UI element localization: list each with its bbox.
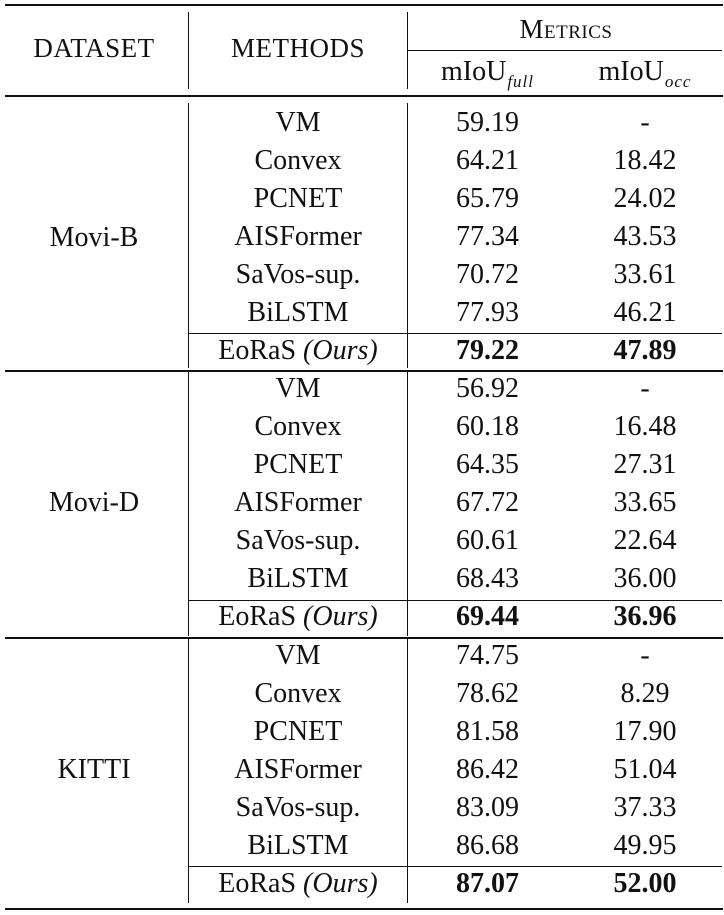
group-vline-metrics — [407, 103, 408, 368]
ours-miou-full: 79.22 — [456, 335, 519, 366]
miou-full-value: 68.43 — [456, 563, 519, 594]
method-name: PCNET — [253, 449, 343, 480]
miou-full-value: 65.79 — [456, 183, 519, 214]
miou-full-value: 67.72 — [456, 487, 519, 518]
miou-full-value: 64.35 — [456, 449, 519, 480]
group-vline-metrics — [407, 372, 408, 636]
dataset-label: Movi-D — [48, 487, 140, 518]
miou-full-value: 86.42 — [456, 754, 519, 785]
method-name: BiLSTM — [247, 830, 349, 861]
group-vline-method — [188, 372, 189, 636]
method-name: Convex — [254, 411, 342, 442]
miou-full-value: 60.61 — [456, 525, 519, 556]
ours-method — [190, 600, 406, 634]
miou-occ-value: 46.21 — [613, 297, 677, 328]
header-vline-2 — [407, 12, 408, 89]
header-miou-occ-sub: occ — [664, 72, 692, 91]
method-name: VM — [275, 373, 321, 404]
ours-method — [190, 867, 406, 901]
miou-occ-value: 43.53 — [613, 221, 677, 252]
header-miou-full-base: mIoU — [441, 56, 507, 87]
miou-full-value: 78.62 — [456, 678, 519, 709]
miou-full-value: 77.93 — [456, 297, 519, 328]
miou-full-value: 59.19 — [456, 107, 519, 138]
top-rule — [5, 4, 723, 6]
ours-miou-occ: 52.00 — [613, 868, 677, 899]
method-name: Convex — [254, 145, 342, 176]
ours-tag: (Ours) — [303, 335, 378, 366]
header-dataset: DATASET — [33, 33, 155, 63]
method-name: BiLSTM — [247, 297, 349, 328]
miou-full-value: 86.68 — [456, 830, 519, 861]
ours-method-name: EoRaS — [218, 601, 297, 632]
miou-occ-value: 36.00 — [613, 563, 677, 594]
method-name: Convex — [254, 678, 342, 709]
header-metrics: Metrics — [519, 14, 613, 44]
miou-full-value: 60.18 — [456, 411, 519, 442]
miou-full-value: 81.58 — [456, 716, 519, 747]
dataset-label: KITTI — [57, 754, 131, 785]
ours-tag: (Ours) — [303, 601, 378, 632]
ours-method — [190, 334, 406, 368]
miou-occ-value: 27.31 — [613, 449, 677, 480]
group-vline-method — [188, 103, 189, 368]
miou-occ-value: 37.33 — [613, 792, 677, 823]
header-miou-occ-base: mIoU — [598, 56, 664, 87]
ours-miou-occ: 47.89 — [613, 335, 677, 366]
method-name: PCNET — [253, 716, 343, 747]
miou-occ-value: - — [640, 107, 650, 138]
group-vline-metrics — [407, 639, 408, 903]
ours-miou-full: 69.44 — [456, 601, 519, 632]
miou-occ-value: 33.65 — [613, 487, 677, 518]
miou-occ-value: - — [640, 373, 650, 404]
miou-occ-value: 51.04 — [613, 754, 677, 785]
ours-method-name: EoRaS — [218, 335, 297, 366]
method-name: SaVos-sup. — [235, 792, 361, 823]
metrics-rule — [408, 50, 722, 51]
method-name: VM — [275, 640, 321, 671]
header-bottom-rule — [5, 95, 723, 97]
ours-method-name: EoRaS — [218, 868, 297, 899]
method-name: BiLSTM — [247, 563, 349, 594]
miou-occ-value: 33.61 — [613, 259, 677, 290]
header-methods: METHODS — [230, 33, 365, 63]
ours-tag: (Ours) — [303, 868, 378, 899]
miou-occ-value: 18.42 — [613, 145, 677, 176]
miou-occ-value: 22.64 — [613, 525, 677, 556]
header-miou-occ — [570, 55, 720, 89]
dataset-label: Movi-B — [49, 222, 139, 253]
miou-full-value: 83.09 — [456, 792, 519, 823]
miou-occ-value: 8.29 — [620, 678, 670, 709]
miou-occ-value: 24.02 — [613, 183, 677, 214]
method-name: AISFormer — [234, 487, 362, 518]
method-name: PCNET — [253, 183, 343, 214]
bottom-rule — [5, 908, 723, 910]
miou-occ-value: 49.95 — [613, 830, 677, 861]
miou-occ-value: - — [640, 640, 650, 671]
miou-full-value: 74.75 — [456, 640, 519, 671]
method-name: VM — [275, 107, 321, 138]
miou-occ-value: 17.90 — [613, 716, 677, 747]
miou-occ-value: 16.48 — [613, 411, 677, 442]
header-miou-full — [410, 55, 565, 89]
header-vline-1 — [188, 12, 189, 89]
header-miou-full-sub: full — [507, 72, 534, 91]
group-vline-method — [188, 639, 189, 903]
miou-full-value: 77.34 — [456, 221, 519, 252]
miou-full-value: 70.72 — [456, 259, 519, 290]
method-name: SaVos-sup. — [235, 525, 361, 556]
method-name: SaVos-sup. — [235, 259, 361, 290]
miou-full-value: 56.92 — [456, 373, 519, 404]
miou-full-value: 64.21 — [456, 145, 519, 176]
method-name: AISFormer — [234, 221, 362, 252]
method-name: AISFormer — [234, 754, 362, 785]
ours-miou-full: 87.07 — [456, 868, 519, 899]
ours-miou-occ: 36.96 — [613, 601, 677, 632]
